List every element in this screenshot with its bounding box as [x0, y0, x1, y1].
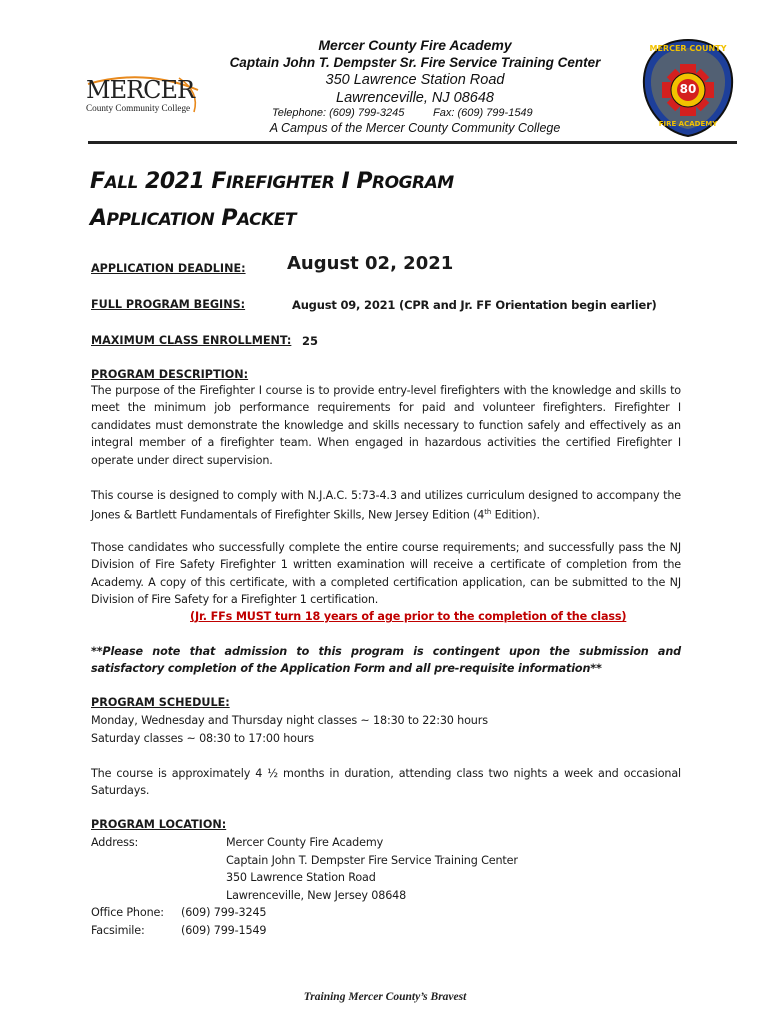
- header-street: 350 Lawrence Station Road: [325, 72, 505, 88]
- page-title-line2: APPLICATION PACKET: [90, 206, 297, 231]
- page-title-line1: FALL 2021 FIREFIGHTER I PROGRAM: [90, 169, 454, 194]
- office-phone-label: Office Phone:: [91, 906, 164, 919]
- facsimile-label: Facsimile:: [91, 924, 145, 937]
- address-label: Address:: [91, 836, 139, 849]
- mercer-logo-name: MERCER: [86, 76, 195, 104]
- header-divider: [88, 141, 737, 144]
- enrollment-label: MAXIMUM CLASS ENROLLMENT:: [91, 334, 292, 347]
- program-schedule-heading: PROGRAM SCHEDULE:: [91, 696, 230, 709]
- description-paragraph-2: This course is designed to comply with N.J.A.C. 5:73-4.3 and utilizes curriculum designed to accompany the Jones & Bartlett Fundamentals of Firefighter Skills, New Jersey Edition (4th Edition).: [91, 489, 681, 523]
- program-begins-value: August 09, 2021 (CPR and Jr. FF Orientation begin earlier): [292, 298, 657, 312]
- address-line-2: Captain John T. Dempster Fire Service Training Center: [226, 854, 518, 867]
- header-fax: Fax: (609) 799-1549: [433, 107, 533, 119]
- badge-number: 80: [679, 82, 697, 96]
- junior-age-note: (Jr. FFs MUST turn 18 years of age prior to the completion of the class): [190, 610, 627, 623]
- header-academy-name: Mercer County Fire Academy: [318, 37, 512, 53]
- program-begins-label: FULL PROGRAM BEGINS:: [91, 298, 246, 311]
- footer-motto: Training Mercer County’s Bravest: [303, 991, 467, 1003]
- address-line-1: Mercer County Fire Academy: [226, 836, 384, 849]
- deadline-value: August 02, 2021: [287, 253, 454, 274]
- enrollment-value: 25: [302, 334, 319, 348]
- program-description-heading: PROGRAM DESCRIPTION:: [91, 368, 249, 381]
- deadline-label: APPLICATION DEADLINE:: [91, 262, 246, 275]
- header-city: Lawrenceville, NJ 08648: [336, 90, 494, 106]
- program-location-heading: PROGRAM LOCATION:: [91, 818, 227, 831]
- admission-note: **Please note that admission to this program is contingent upon the submission and satisfactory completion of the Application Form and all pre-requisite information**: [91, 645, 681, 676]
- description-paragraph-1: The purpose of the Firefighter I course is to provide entry-level firefighters with the knowledge and skills to meet the minimum job performance requirements for paid and volunteer firefighters. Firefighter I candidates must demonstrate the knowledge and skills necessary to function safely and effectively as an integral member of a firefighter team. When engaged in hazardous activities the certified Firefighter I operate under direct supervision.: [91, 384, 681, 467]
- facsimile-value: (609) 799-1549: [181, 924, 267, 937]
- fire-academy-badge: [640, 38, 736, 138]
- header-campus: A Campus of the Mercer County Community College: [269, 121, 561, 135]
- address-line-4: Lawrenceville, New Jersey 08648: [226, 889, 407, 902]
- schedule-weeknights: Monday, Wednesday and Thursday night classes ~ 18:30 to 22:30 hours: [91, 714, 488, 727]
- mercer-college-logo: [84, 72, 202, 118]
- office-phone-value: (609) 799-3245: [181, 906, 267, 919]
- address-line-3: 350 Lawrence Station Road: [226, 871, 376, 884]
- header-training-center: Captain John T. Dempster Sr. Fire Service Training Center: [229, 55, 601, 70]
- header-telephone: Telephone: (609) 799-3245: [272, 107, 405, 119]
- schedule-duration: The course is approximately 4 ½ months in duration, attending class two nights a week and occasional Saturdays.: [91, 767, 681, 798]
- description-paragraph-3: Those candidates who successfully complete the entire course requirements; and successfully pass the NJ Division of Fire Safety Firefighter 1 written examination will receive a certificate of completion from the Academy. A copy of this certificate, with a completed certification application, can be submitted to the NJ Division of Fire Safety for a Firefighter 1 certification.: [91, 541, 681, 607]
- schedule-saturdays: Saturday classes ~ 08:30 to 17:00 hours: [91, 732, 314, 745]
- mercer-logo-subtitle: County Community College: [86, 103, 191, 113]
- badge-bottom-text: FIRE ACADEMY: [658, 120, 718, 128]
- badge-top-text: MERCER COUNTY: [649, 44, 727, 53]
